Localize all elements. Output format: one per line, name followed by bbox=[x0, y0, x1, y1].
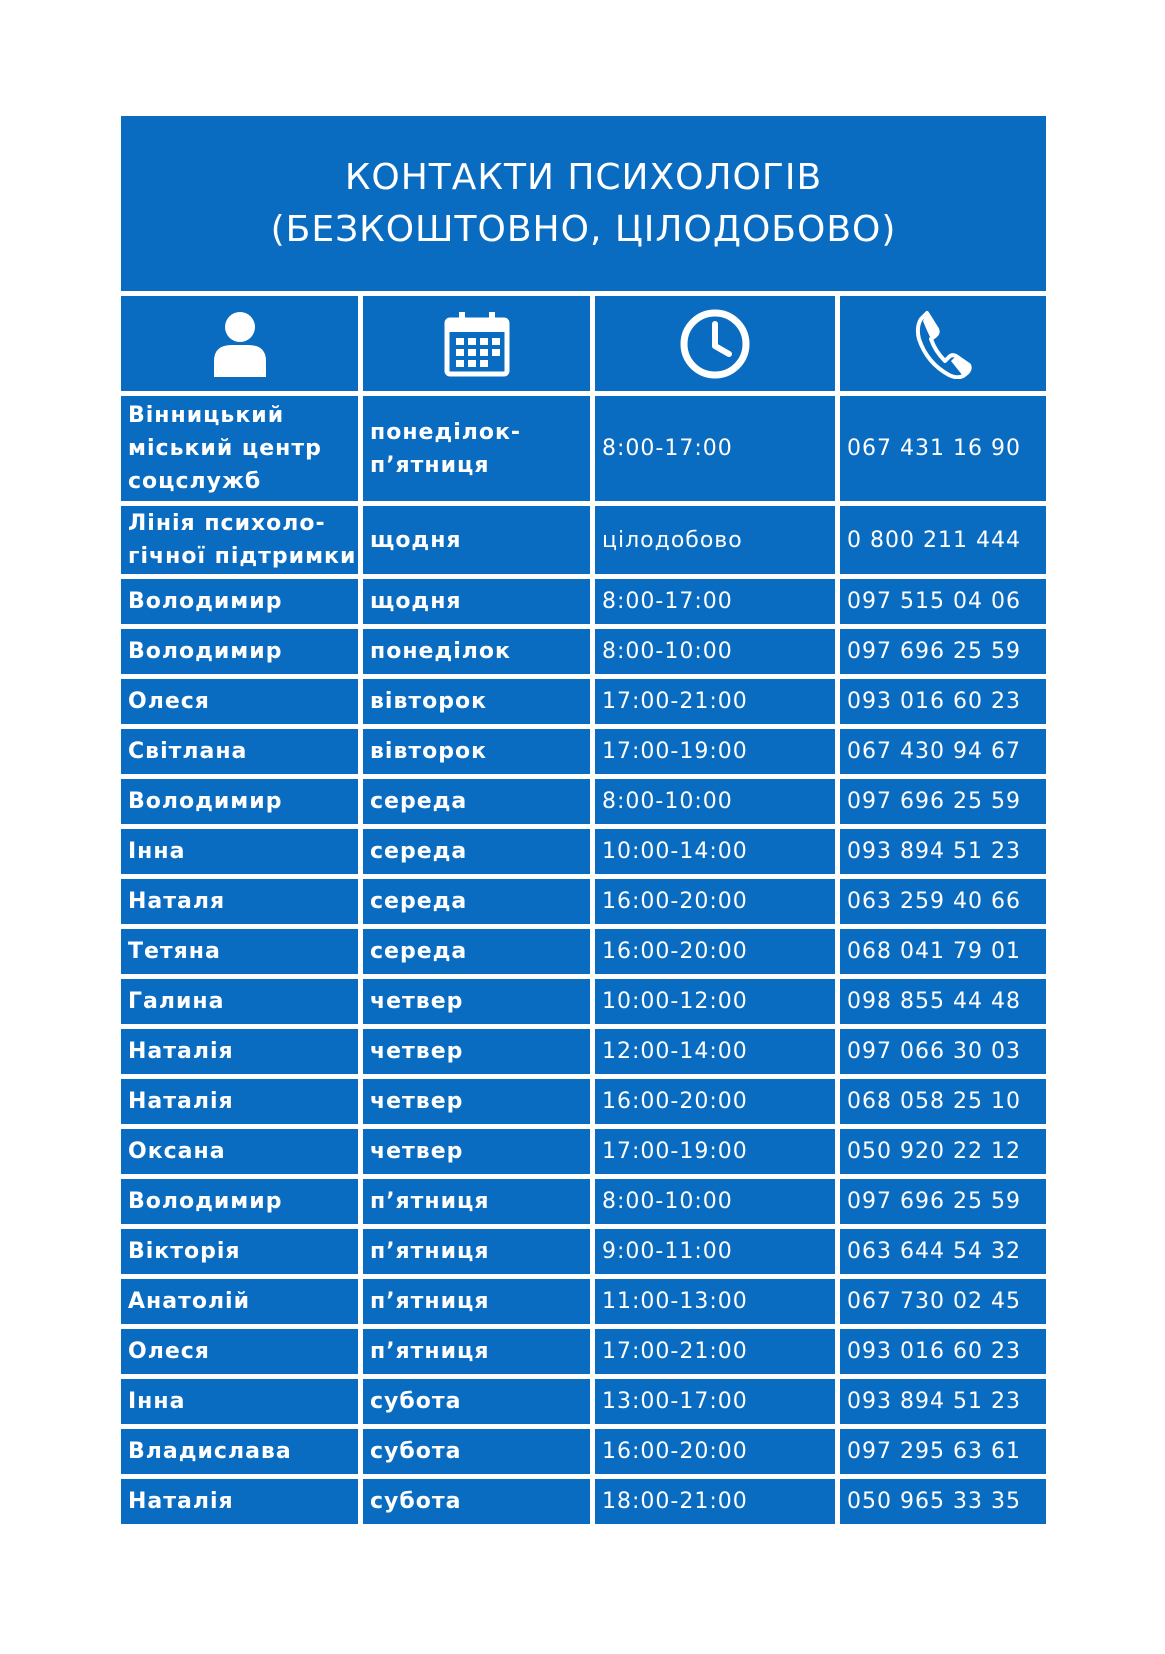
cell-day: четвер bbox=[363, 1029, 595, 1079]
cell-time: 12:00-14:00 bbox=[595, 1029, 840, 1079]
header-cell-name bbox=[121, 296, 363, 396]
cell-day: четвер bbox=[363, 979, 595, 1029]
cell-day: п’ятниця bbox=[363, 1279, 595, 1329]
cell-day: п’ятниця bbox=[363, 1229, 595, 1279]
cell-name: Галина bbox=[121, 979, 363, 1029]
cell-time: 10:00-14:00 bbox=[595, 829, 840, 879]
table-row bbox=[121, 506, 1046, 579]
cell-day: четвер bbox=[363, 1129, 595, 1179]
cell-time: 17:00-21:00 bbox=[595, 679, 840, 729]
title-banner bbox=[121, 116, 1046, 291]
cell-phone: 068 041 79 01 bbox=[840, 929, 1046, 979]
cell-phone: 050 920 22 12 bbox=[840, 1129, 1046, 1179]
cell-phone: 097 696 25 59 bbox=[840, 629, 1046, 679]
cell-day: вівторок bbox=[363, 729, 595, 779]
table-row bbox=[121, 1229, 1046, 1279]
cell-phone: 097 696 25 59 bbox=[840, 1179, 1046, 1229]
table-row bbox=[121, 1329, 1046, 1379]
cell-name: Владислава bbox=[121, 1429, 363, 1479]
table-row bbox=[121, 1279, 1046, 1329]
cell-phone: 050 965 33 35 bbox=[840, 1479, 1046, 1529]
contacts-table bbox=[121, 296, 1046, 1529]
cell-time: 8:00-17:00 bbox=[595, 579, 840, 629]
cell-day: п’ятниця bbox=[363, 1329, 595, 1379]
cell-name: Володимир bbox=[121, 779, 363, 829]
cell-time: 16:00-20:00 bbox=[595, 929, 840, 979]
cell-day: середа bbox=[363, 929, 595, 979]
cell-time: 17:00-19:00 bbox=[595, 729, 840, 779]
cell-phone: 093 016 60 23 bbox=[840, 1329, 1046, 1379]
table-row bbox=[121, 396, 1046, 506]
page-title-line1: КОНТАКТИ ПСИХОЛОГІВ bbox=[344, 156, 823, 198]
cell-name: Олеся bbox=[121, 679, 363, 729]
header-cell-day bbox=[363, 296, 595, 396]
cell-phone: 067 431 16 90 bbox=[840, 396, 1046, 506]
cell-name: Вінницький міський центр соцслужб bbox=[121, 396, 363, 506]
cell-time: 17:00-21:00 bbox=[595, 1329, 840, 1379]
cell-name: Анатолій bbox=[121, 1279, 363, 1329]
table-row bbox=[121, 1079, 1046, 1129]
cell-day: понеділок-п’ятниця bbox=[363, 396, 595, 506]
cell-name: Володимир bbox=[121, 629, 363, 679]
cell-day: вівторок bbox=[363, 679, 595, 729]
table-row bbox=[121, 1479, 1046, 1529]
cell-time: 18:00-21:00 bbox=[595, 1479, 840, 1529]
cell-day: субота bbox=[363, 1479, 595, 1529]
cell-day: щодня bbox=[363, 579, 595, 629]
cell-time: 13:00-17:00 bbox=[595, 1379, 840, 1429]
cell-name: Інна bbox=[121, 829, 363, 879]
icon-header-row bbox=[121, 296, 1046, 396]
cell-name: Наталія bbox=[121, 1479, 363, 1529]
table-row bbox=[121, 929, 1046, 979]
cell-day: понеділок bbox=[363, 629, 595, 679]
cell-phone: 093 894 51 23 bbox=[840, 829, 1046, 879]
table-row bbox=[121, 579, 1046, 629]
cell-time: 8:00-17:00 bbox=[595, 396, 840, 506]
cell-phone: 097 066 30 03 bbox=[840, 1029, 1046, 1079]
cell-day: субота bbox=[363, 1379, 595, 1429]
cell-time: 11:00-13:00 bbox=[595, 1279, 840, 1329]
cell-name: Інна bbox=[121, 1379, 363, 1429]
cell-name: Тетяна bbox=[121, 929, 363, 979]
table-row bbox=[121, 679, 1046, 729]
table-row bbox=[121, 979, 1046, 1029]
table-row bbox=[121, 779, 1046, 829]
table-row bbox=[121, 829, 1046, 879]
cell-name: Наталія bbox=[121, 1029, 363, 1079]
cell-name: Лінія психоло-гічної підтримки bbox=[121, 506, 363, 579]
cell-name: Володимир bbox=[121, 1179, 363, 1229]
cell-name: Володимир bbox=[121, 579, 363, 629]
cell-time: 8:00-10:00 bbox=[595, 779, 840, 829]
cell-name: Олеся bbox=[121, 1329, 363, 1379]
cell-phone: 067 430 94 67 bbox=[840, 729, 1046, 779]
cell-time: 16:00-20:00 bbox=[595, 1079, 840, 1129]
cell-time: цілодобово bbox=[595, 506, 840, 579]
cell-name: Наталія bbox=[121, 1079, 363, 1129]
cell-phone: 097 295 63 61 bbox=[840, 1429, 1046, 1479]
table-row bbox=[121, 1429, 1046, 1479]
phone-icon bbox=[913, 309, 973, 379]
table-row bbox=[121, 1029, 1046, 1079]
contacts-sheet bbox=[121, 116, 1046, 1529]
header-cell-phone bbox=[840, 296, 1046, 396]
table-row bbox=[121, 1379, 1046, 1429]
cell-name: Вікторія bbox=[121, 1229, 363, 1279]
cell-phone: 068 058 25 10 bbox=[840, 1079, 1046, 1129]
cell-phone: 093 894 51 23 bbox=[840, 1379, 1046, 1429]
table-row bbox=[121, 879, 1046, 929]
cell-phone: 063 644 54 32 bbox=[840, 1229, 1046, 1279]
cell-day: середа bbox=[363, 829, 595, 879]
cell-name: Оксана bbox=[121, 1129, 363, 1179]
cell-time: 8:00-10:00 bbox=[595, 629, 840, 679]
cell-name: Наталя bbox=[121, 879, 363, 929]
header-cell-time bbox=[595, 296, 840, 396]
cell-day: п’ятниця bbox=[363, 1179, 595, 1229]
table-row bbox=[121, 1129, 1046, 1179]
cell-phone: 097 696 25 59 bbox=[840, 779, 1046, 829]
cell-phone: 063 259 40 66 bbox=[840, 879, 1046, 929]
calendar-icon bbox=[443, 310, 511, 378]
table-row bbox=[121, 629, 1046, 679]
cell-day: щодня bbox=[363, 506, 595, 579]
cell-phone: 0 800 211 444 bbox=[840, 506, 1046, 579]
cell-phone: 093 016 60 23 bbox=[840, 679, 1046, 729]
cell-time: 8:00-10:00 bbox=[595, 1179, 840, 1229]
person-icon bbox=[210, 309, 270, 379]
cell-time: 16:00-20:00 bbox=[595, 879, 840, 929]
cell-time: 9:00-11:00 bbox=[595, 1229, 840, 1279]
cell-name: Світлана bbox=[121, 729, 363, 779]
cell-time: 16:00-20:00 bbox=[595, 1429, 840, 1479]
cell-time: 10:00-12:00 bbox=[595, 979, 840, 1029]
table-row bbox=[121, 729, 1046, 779]
cell-day: четвер bbox=[363, 1079, 595, 1129]
cell-phone: 098 855 44 48 bbox=[840, 979, 1046, 1029]
cell-day: субота bbox=[363, 1429, 595, 1479]
cell-day: середа bbox=[363, 779, 595, 829]
cell-phone: 097 515 04 06 bbox=[840, 579, 1046, 629]
page-title-line2: (БЕЗКОШТОВНО, ЦІЛОДОБОВО) bbox=[270, 208, 897, 250]
cell-time: 17:00-19:00 bbox=[595, 1129, 840, 1179]
clock-icon bbox=[679, 308, 751, 380]
table-row bbox=[121, 1179, 1046, 1229]
cell-day: середа bbox=[363, 879, 595, 929]
cell-phone: 067 730 02 45 bbox=[840, 1279, 1046, 1329]
